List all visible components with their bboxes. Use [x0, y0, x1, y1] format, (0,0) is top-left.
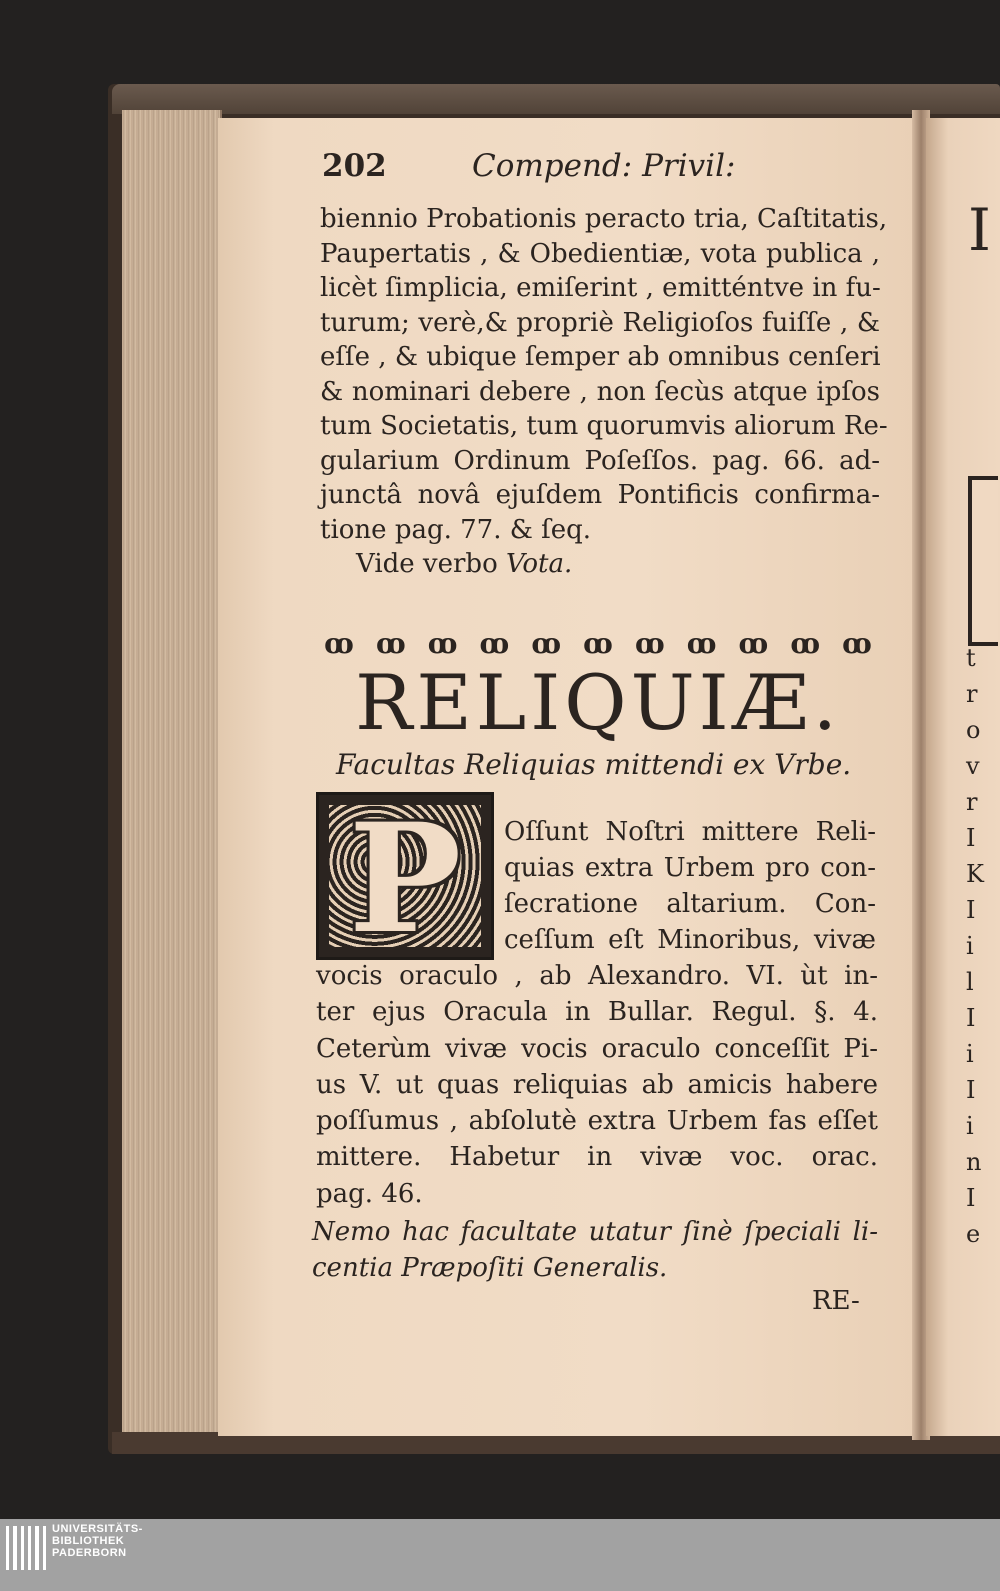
body-paragraph: [320, 202, 888, 582]
library-name-line: UNIVERSITÄTS-: [52, 1523, 143, 1535]
text-line: vocis oraculo , ab Alexandro. VI. ùt in-: [316, 961, 878, 991]
page-number: 202: [322, 148, 387, 184]
italic-note: [312, 1214, 878, 1286]
page-block-edge: [122, 110, 222, 1436]
text-line: tione pag. 77. & ſeq.: [320, 514, 592, 545]
text-line: i: [966, 1040, 974, 1068]
text-line: Nemo hac facultate utatur ſinè ſpeciali li-: [312, 1217, 878, 1247]
right-page-letter: I: [968, 196, 991, 264]
ornament-icon: ꝏ: [634, 627, 665, 660]
text-line: r: [966, 680, 978, 708]
ornament-icon: ꝏ: [842, 627, 872, 660]
text-line: quias extra Urbem pro con-: [504, 853, 876, 883]
text-line: I: [966, 1004, 976, 1032]
text-line: ceſſum eſt Minoribus, vivæ: [504, 925, 876, 955]
library-name-line: PADERBORN: [52, 1547, 127, 1559]
ornament-icon: ꝏ: [686, 627, 717, 660]
ornament-icon: ꝏ: [738, 627, 769, 660]
paragraph-beside-initial: [504, 814, 876, 958]
text-line: I: [966, 1184, 976, 1212]
ornament-icon: ꝏ: [790, 627, 821, 660]
text-line: i: [966, 932, 974, 960]
text-line: l: [966, 968, 974, 996]
text-line: poſſumus , abſolutè extra Urbem fas eſſet: [316, 1106, 878, 1137]
text-line: K: [966, 860, 984, 888]
ornament-icon: ꝏ: [427, 627, 458, 660]
book-top-edge: [112, 84, 1000, 114]
text-line: licèt ſimplicia, emiſerint , emitténtve in fu-: [320, 273, 881, 303]
catchword: RE-: [812, 1286, 860, 1316]
section-title: RELIQUIÆ.: [355, 658, 841, 747]
right-page-text: [966, 640, 1000, 1252]
vide-reference: Vota.: [506, 549, 573, 579]
ornament-icon: ꝏ: [583, 627, 613, 660]
text-line: centia Præpoſiti Generalis.: [312, 1253, 668, 1283]
text-line: us V. ut quas reliquias ab amicis habere: [316, 1069, 878, 1100]
text-line: I: [966, 824, 976, 852]
text-line: ſecratione altarium. Con-: [504, 889, 876, 919]
text-line: gularium Ordinum Poſeſſos. pag. 66. ad-: [320, 445, 880, 476]
ornament-icon: ꝏ: [531, 627, 562, 660]
vide-prefix: Vide verbo: [356, 549, 498, 579]
library-footer: [0, 1519, 1000, 1591]
text-line: o: [966, 716, 981, 744]
text-line: eſſe , & ubique ſemper ab omnibus cenſeri: [320, 342, 881, 372]
section-subtitle: Facultas Reliquias mittendi ex Vrbe.: [336, 748, 852, 781]
page-header: [322, 148, 882, 190]
text-line: turum; verè,& propriè Religioſos fuiſſe , &: [320, 307, 880, 338]
text-line: Oſſunt Noſtri mittere Reli-: [504, 817, 876, 847]
ornament-icon: ꝏ: [479, 627, 510, 660]
text-line: tum Societatis, tum quorumvis aliorum Re-: [320, 411, 888, 441]
text-line: mittere. Habetur in vivæ voc. orac.: [316, 1142, 878, 1173]
ornament-icon: ꝏ: [375, 627, 406, 660]
text-line: v: [966, 752, 980, 780]
text-line: I: [966, 896, 976, 924]
text-line: Paupertatis , & Obedientiæ, vota publica ,: [320, 238, 880, 269]
ornament-icon: ꝏ: [324, 627, 354, 660]
decorated-initial: [316, 791, 494, 967]
text-line: Ceterùm vivæ vocis oraculo conceſſit Pi-: [316, 1033, 878, 1064]
library-name-line: BIBLIOTHEK: [52, 1535, 125, 1547]
right-page-initial-frame: [968, 476, 998, 646]
text-line: biennio Probationis peracto tria, Caſtitatis,: [320, 204, 888, 234]
initial-letter: P: [348, 791, 462, 967]
text-line: n: [966, 1148, 982, 1176]
text-line: pag. 46.: [316, 1178, 423, 1209]
paragraph-continuation: [316, 958, 878, 1212]
text-line: junctâ novâ ejuſdem Pontificis confirma-: [320, 480, 880, 510]
running-head: Compend: Privil:: [472, 148, 736, 184]
text-line: I: [966, 1076, 976, 1104]
text-line: r: [966, 788, 978, 816]
text-line: ter ejus Oracula in Bullar. Regul. §. 4.: [316, 997, 878, 1028]
text-line: e: [966, 1220, 981, 1248]
library-logo-icon: [6, 1526, 46, 1570]
library-name: [52, 1523, 143, 1559]
vide-line: [320, 547, 880, 582]
text-line: & nominari debere , non ſecùs atque ipſos: [320, 376, 880, 407]
text-line: t: [966, 644, 976, 672]
text-line: i: [966, 1112, 974, 1140]
